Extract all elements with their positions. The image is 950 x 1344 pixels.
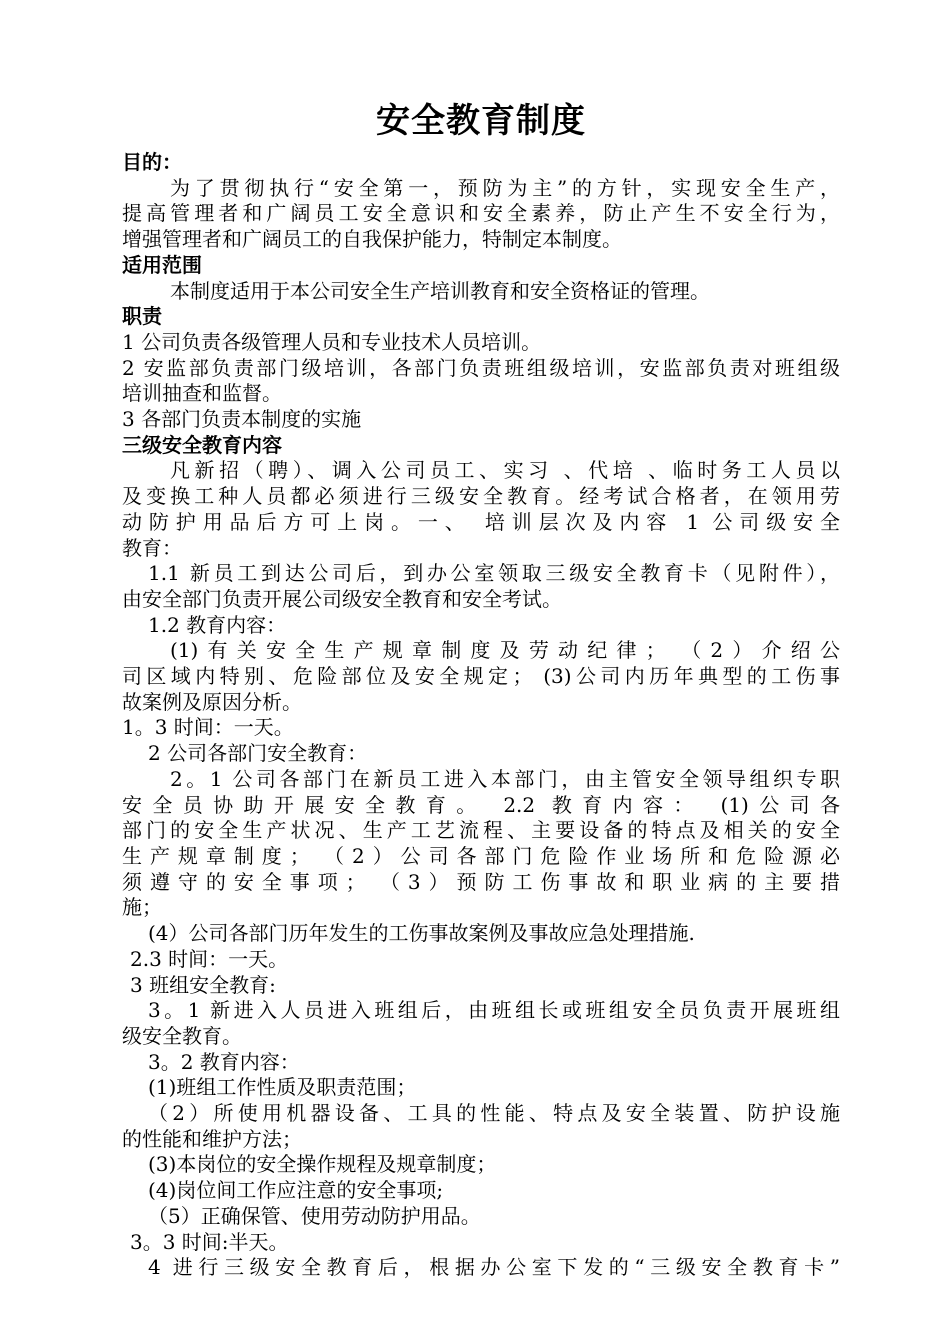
document-title: 安全教育制度	[376, 101, 586, 141]
body-line: 提高管理者和广阔员工安全意识和安全素养，防止产生不安全行为，	[122, 201, 840, 226]
body-line: 三级安全教育内容	[122, 432, 282, 457]
body-line: 本制度适用于本公司安全生产培训教育和安全资格证的管理。	[170, 278, 710, 303]
body-line: 由安全部门负责开展公司级安全教育和安全考试。	[122, 586, 562, 611]
body-line: 适用范围	[122, 252, 202, 277]
body-line: 的性能和维护方法；	[122, 1126, 302, 1151]
body-line: 2.3 时间：一天。	[130, 946, 289, 971]
body-line: 1 公司负责各级管理人员和专业技术人员培训。	[122, 329, 542, 354]
body-line: (1)班组工作性质及职责范围；	[148, 1075, 417, 1100]
body-line: 2 公司各部门安全教育：	[148, 741, 368, 766]
body-line: 动防护用品后方可上岗。一、 培训层次及内容 1 公司级安全	[122, 509, 840, 534]
body-line: 3。3 时间:半天。	[130, 1229, 289, 1254]
document-body	[122, 150, 840, 1281]
body-line: 职责	[122, 304, 162, 329]
body-line: 教育：	[122, 535, 182, 560]
body-line: （5）正确保管、使用劳动防护用品。	[148, 1203, 481, 1228]
body-line: 3。2 教育内容：	[148, 1049, 300, 1074]
body-line: 级安全教育。	[122, 1023, 242, 1048]
body-line: 为了贯彻执行“安全第一，预防为主”的方针，实现安全生产，	[170, 175, 840, 200]
body-line: 目的：	[122, 150, 182, 174]
body-line: 安全员协助开展安全教育。 2.2 教育内容： (1)公司各	[122, 792, 840, 817]
body-line: （2）所使用机器设备、工具的性能、特点及安全装置、防护设施	[148, 1101, 840, 1126]
body-line: 生产规章制度； （2）公司各部门危险作业场所和危险源必	[122, 843, 840, 868]
body-line: 司区域内特别、危险部位及安全规定； (3)公司内历年典型的工伤事	[122, 664, 840, 689]
body-line: 1.2 教育内容：	[148, 612, 287, 637]
body-line: (1)有关安全生产规章制度及劳动纪律； （2）介绍公	[170, 638, 840, 663]
body-line: 4 进行三级安全教育后，根据办公室下发的“三级安全教育卡”	[148, 1255, 840, 1280]
body-line: (4）公司各部门历年发生的工伤事故案例及事故应急处理措施.	[148, 921, 695, 946]
body-line: 3。1 新进入人员进入班组后，由班组长或班组安全员负责开展班组	[148, 998, 840, 1023]
body-line: 及变换工种人员都必须进行三级安全教育。经考试合格者，在领用劳	[122, 484, 840, 509]
body-line: (4)岗位间工作应注意的安全事项;	[148, 1178, 444, 1203]
body-line: 部门的安全生产状况、生产工艺流程、主要设备的特点及相关的安全	[122, 818, 840, 843]
body-line: 1.1 新员工到达公司后，到办公室领取三级安全教育卡（见附件），	[148, 561, 840, 586]
body-line: 故案例及原因分析。	[122, 689, 302, 714]
body-line: 1。3 时间：一天。	[122, 715, 294, 740]
body-line: 3 各部门负责本制度的实施	[122, 407, 362, 432]
body-line: 3 班组安全教育:	[130, 972, 276, 997]
body-line: 须遵守的安全事项； （3）预防工伤事故和职业病的主要措	[122, 869, 840, 894]
body-line: 凡新招（聘）、调入公司员工、实习 、代培 、临时务工人员以	[170, 458, 840, 483]
body-line: 施；	[122, 895, 162, 920]
body-line: 2 安监部负责部门级培训，各部门负责班组级培训，安监部负责对班组级	[122, 355, 840, 380]
body-line: 2。1 公司各部门在新员工进入本部门，由主管安全领导组织专职	[170, 766, 840, 791]
body-line: 培训抽查和监督。	[122, 381, 282, 406]
body-line: 增强管理者和广阔员工的自我保护能力，特制定本制度。	[122, 227, 622, 252]
document-page	[122, 92, 840, 1281]
body-line: (3)本岗位的安全操作规程及规章制度；	[148, 1152, 497, 1177]
